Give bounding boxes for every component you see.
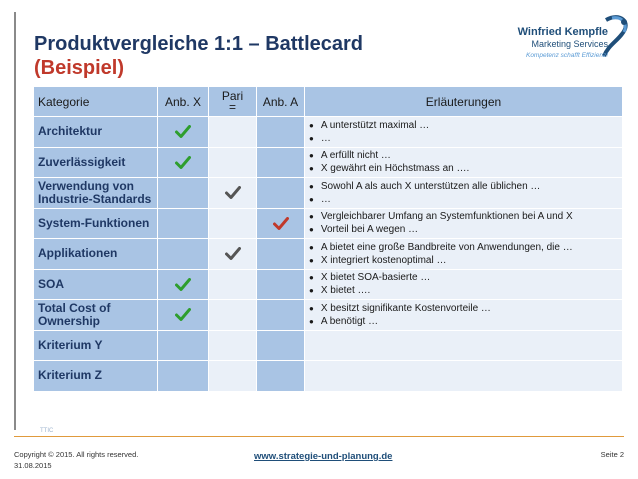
header-anb-a: Anb. A	[257, 87, 305, 117]
note-bullet: ● X integriert kostenoptimal …	[309, 254, 618, 267]
row-erlaeuterungen	[305, 300, 623, 331]
row-cell-a	[257, 361, 305, 392]
row-cell-x	[158, 239, 209, 270]
row-kategorie: SOA	[34, 269, 158, 300]
row-cell-x	[158, 147, 209, 178]
row-cell-a	[257, 208, 305, 239]
checkmark-icon	[175, 308, 191, 321]
row-erlaeuterungen	[305, 269, 623, 300]
company-logo	[508, 12, 630, 62]
table-row	[34, 178, 623, 209]
table-row	[34, 330, 623, 361]
table-row	[34, 239, 623, 270]
header-pari-symbol: =	[228, 99, 236, 114]
note-bullet: ● …	[309, 132, 618, 145]
table-body	[34, 117, 623, 392]
row-cell-a	[257, 117, 305, 148]
table-row	[34, 208, 623, 239]
note-bullet: ● X bietet ….	[309, 284, 618, 297]
table-row	[34, 300, 623, 331]
row-cell-x	[158, 330, 209, 361]
table-row	[34, 147, 623, 178]
logo-tagline: Kompetenz schafft Effizienz!	[525, 52, 608, 59]
table-row	[34, 361, 623, 392]
row-erlaeuterungen	[305, 330, 623, 361]
note-bullet: ● Vergleichbarer Umfang an Systemfunktionen bei A und X	[309, 210, 618, 223]
row-erlaeuterungen	[305, 178, 623, 209]
table-row	[34, 117, 623, 148]
checkmark-icon	[175, 156, 191, 169]
checkmark-icon	[273, 217, 289, 230]
footer-url-link[interactable]: www.strategie-und-planung.de	[254, 451, 393, 462]
row-cell-x	[158, 361, 209, 392]
checkmark-icon	[225, 186, 241, 199]
footer-copyright: Copyright © 2015. All rights reserved.	[14, 450, 139, 459]
row-erlaeuterungen	[305, 208, 623, 239]
row-cell-a	[257, 239, 305, 270]
header-kategorie: Kategorie	[34, 87, 158, 117]
row-cell-a	[257, 178, 305, 209]
row-cell-x	[158, 117, 209, 148]
row-cell-pari	[209, 147, 257, 178]
row-kategorie: Architektur	[34, 117, 158, 148]
page-subtitle: (Beispiel)	[34, 57, 125, 79]
note-bullet: ● A bietet eine große Bandbreite von Anwendungen, die …	[309, 241, 618, 254]
row-cell-x	[158, 178, 209, 209]
note-bullet: ● X bietet SOA-basierte …	[309, 271, 618, 284]
checkmark-icon	[175, 278, 191, 291]
header-erlaeuterungen: Erläuterungen	[305, 87, 623, 117]
row-cell-x	[158, 269, 209, 300]
row-cell-pari	[209, 178, 257, 209]
note-bullet: ● X gewährt ein Höchstmass an ….	[309, 162, 618, 175]
row-kategorie: Kriterium Y	[34, 330, 158, 361]
row-kategorie: Verwendung von Industrie-Standards	[34, 178, 158, 209]
note-bullet: ● …	[309, 193, 618, 206]
row-kategorie: Zuverlässigkeit	[34, 147, 158, 178]
row-kategorie: Total Cost of Ownership	[34, 300, 158, 331]
note-bullet: ● X besitzt signifikante Kostenvorteile …	[309, 302, 618, 315]
row-cell-a	[257, 147, 305, 178]
logo-subtitle: Marketing Services	[531, 39, 608, 49]
row-kategorie: System-Funktionen	[34, 208, 158, 239]
note-bullet: ● A unterstützt maximal …	[309, 119, 618, 132]
header-anb-x: Anb. X	[158, 87, 209, 117]
table-row	[34, 269, 623, 300]
battlecard-table	[33, 86, 623, 392]
row-cell-a	[257, 269, 305, 300]
logo-name: Winfried Kempfle	[517, 26, 608, 38]
footer-date: 31.08.2015	[14, 461, 52, 470]
row-cell-pari	[209, 117, 257, 148]
row-cell-pari	[209, 361, 257, 392]
row-cell-pari	[209, 330, 257, 361]
row-erlaeuterungen	[305, 239, 623, 270]
row-erlaeuterungen	[305, 147, 623, 178]
footer-page-number: Seite 2	[600, 450, 624, 459]
footer-tic-label: TTIC	[40, 428, 54, 434]
header-pari-label: Pari	[221, 88, 244, 103]
row-cell-pari	[209, 300, 257, 331]
note-bullet: ● Sowohl A als auch X unterstützen alle üblichen …	[309, 180, 618, 193]
row-cell-pari	[209, 239, 257, 270]
row-cell-x	[158, 300, 209, 331]
note-bullet: ● Vorteil bei A wegen …	[309, 223, 618, 236]
note-bullet: ● A benötigt …	[309, 315, 618, 328]
row-kategorie: Kriterium Z	[34, 361, 158, 392]
left-vertical-rule	[14, 12, 16, 430]
row-cell-pari	[209, 269, 257, 300]
footer-rule	[14, 436, 624, 437]
row-cell-x	[158, 208, 209, 239]
row-kategorie: Applikationen	[34, 239, 158, 270]
checkmark-icon	[225, 247, 241, 260]
note-bullet: ● A erfüllt nicht …	[309, 149, 618, 162]
row-cell-a	[257, 300, 305, 331]
page-title: Produktvergleiche 1:1 – Battlecard	[34, 33, 364, 55]
row-cell-a	[257, 330, 305, 361]
header-pari	[209, 87, 257, 117]
row-erlaeuterungen	[305, 361, 623, 392]
table-header-row	[34, 87, 623, 117]
checkmark-icon	[175, 125, 191, 138]
row-cell-pari	[209, 208, 257, 239]
row-erlaeuterungen	[305, 117, 623, 148]
